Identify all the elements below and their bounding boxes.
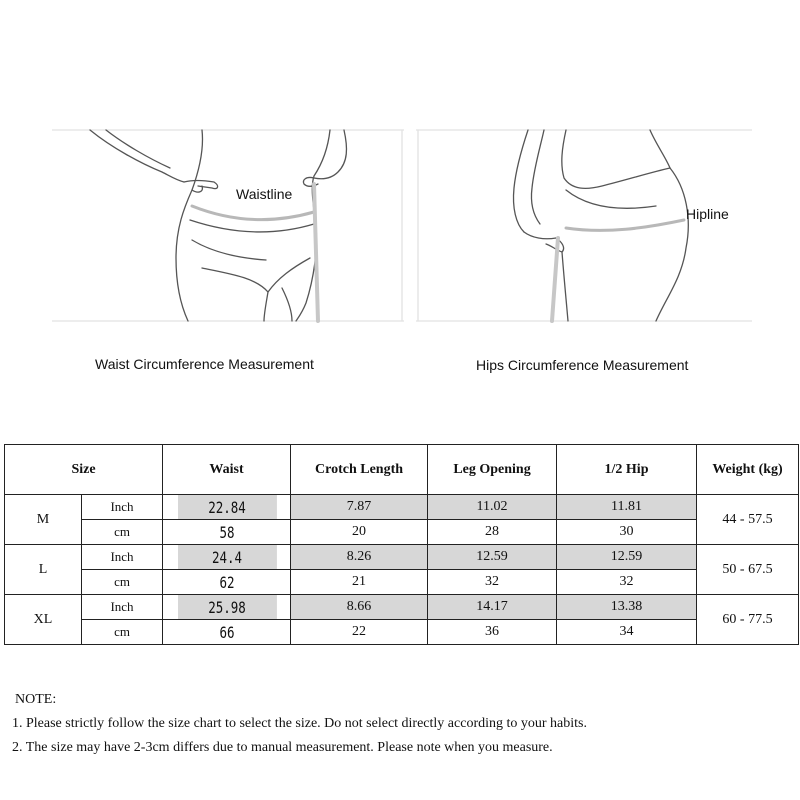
half-hip-value: 13.38 [557, 595, 697, 620]
half-hip-value: 32 [557, 570, 697, 595]
table-row [5, 520, 799, 545]
size-l: L [5, 545, 82, 595]
size-chart-table [4, 444, 799, 645]
leg-opening-value: 12.59 [428, 545, 557, 570]
header-half-hip: 1/2 Hip [557, 445, 697, 495]
table-row [5, 545, 799, 570]
unit-label: Inch [82, 545, 163, 570]
table-row [5, 620, 799, 645]
waist-value: 22.84 [177, 495, 277, 520]
crotch-value: 7.87 [291, 495, 428, 520]
waist-value: 58 [177, 520, 277, 545]
unit-label: cm [82, 620, 163, 645]
notes-title: NOTE: [15, 692, 57, 707]
waist-value: 25.98 [177, 595, 277, 620]
unit-label: Inch [82, 495, 163, 520]
half-hip-value: 30 [557, 520, 697, 545]
table-row [5, 570, 799, 595]
waist-caption: Waist Circumference Measurement [95, 356, 314, 372]
header-size: Size [5, 445, 163, 495]
table-row [5, 495, 799, 520]
crotch-value: 22 [291, 620, 428, 645]
hips-illustration [416, 128, 752, 324]
half-hip-value: 34 [557, 620, 697, 645]
header-leg-opening: Leg Opening [428, 445, 557, 495]
waist-value: 24.4 [177, 545, 277, 570]
leg-opening-value: 36 [428, 620, 557, 645]
size-m: M [5, 495, 82, 545]
hips-caption: Hips Circumference Measurement [476, 357, 689, 373]
crotch-value: 20 [291, 520, 428, 545]
table-header-row [5, 445, 799, 495]
half-hip-value: 11.81 [557, 495, 697, 520]
weight-value: 50 - 67.5 [697, 545, 799, 595]
hipline-label: Hipline [686, 206, 729, 222]
table-row [5, 595, 799, 620]
header-crotch-length: Crotch Length [291, 445, 428, 495]
waist-value: 66 [177, 620, 277, 645]
waist-illustration [52, 128, 404, 324]
note-item: 2. The size may have 2-3cm differs due to manual measurement. Please note when you measure. [12, 740, 553, 755]
unit-label: cm [82, 570, 163, 595]
crotch-value: 8.26 [291, 545, 428, 570]
header-waist: Waist [163, 445, 291, 495]
header-weight: Weight (kg) [697, 445, 799, 495]
leg-opening-value: 32 [428, 570, 557, 595]
waistline-label: Waistline [236, 186, 293, 202]
crotch-value: 21 [291, 570, 428, 595]
size-xl: XL [5, 595, 82, 645]
notes-section [12, 688, 587, 760]
crotch-value: 8.66 [291, 595, 428, 620]
weight-value: 44 - 57.5 [697, 495, 799, 545]
weight-value: 60 - 77.5 [697, 595, 799, 645]
unit-label: Inch [82, 595, 163, 620]
half-hip-value: 12.59 [557, 545, 697, 570]
waist-value: 62 [177, 570, 277, 595]
unit-label: cm [82, 520, 163, 545]
leg-opening-value: 14.17 [428, 595, 557, 620]
leg-opening-value: 28 [428, 520, 557, 545]
note-item: 1. Please strictly follow the size chart to select the size. Do not select directly according to your habits. [12, 716, 587, 731]
leg-opening-value: 11.02 [428, 495, 557, 520]
